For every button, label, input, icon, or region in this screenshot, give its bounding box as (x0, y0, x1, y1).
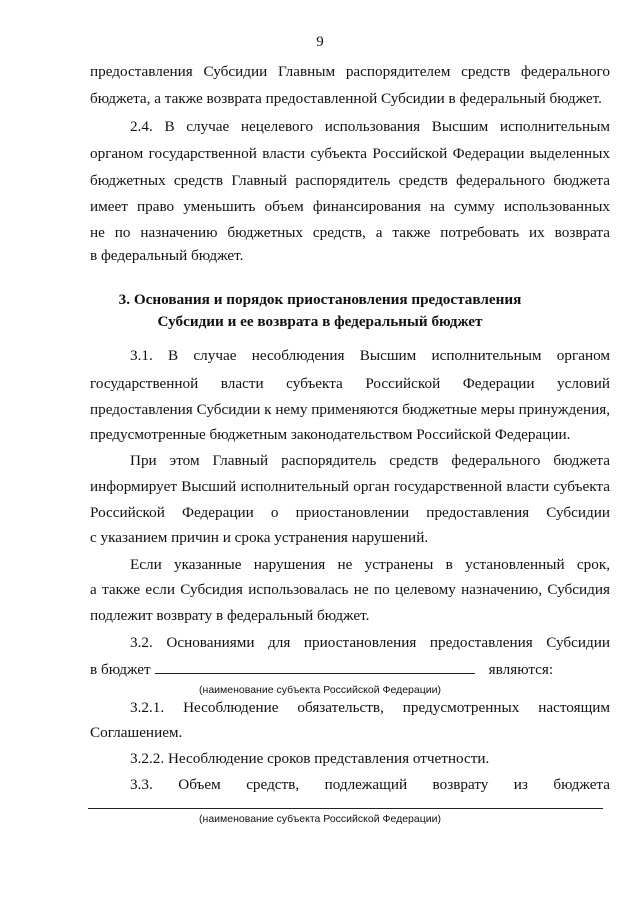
budget-label: в бюджет (90, 661, 151, 678)
paragraph-line: органом государственной власти субъекта Российской Федерации выделенных (90, 145, 610, 162)
paragraph-line: подлежит возврату в федеральный бюджет. (90, 607, 370, 624)
paragraph-line: с указанием причин и срока устранения нарушений. (90, 529, 429, 546)
paragraph-line: 3.2. Основаниями для приостановления предоставления Субсидии (130, 634, 610, 651)
paragraph-line: в федеральный бюджет. (90, 247, 244, 264)
paragraph-line: 2.4. В случае нецелевого использования Высшим исполнительным (130, 118, 610, 135)
paragraph-line: не по назначению бюджетных средств, а также потребовать их возврата (90, 224, 610, 241)
paragraph-line: Соглашением. (90, 724, 183, 741)
paragraph-line: а также если Субсидия использовалась не по целевому назначению, Субсидия (90, 581, 610, 598)
page-number: 9 (316, 34, 324, 50)
section-heading: Субсидии и ее возврата в федеральный бюджет (157, 313, 483, 330)
paragraph-line: 3.2.2. Несоблюдение сроков представления отчетности. (130, 750, 490, 767)
paragraph-line: имеет право уменьшить объем финансирования на сумму использованных (90, 198, 610, 215)
paragraph-line: Если указанные нарушения не устранены в установленный срок, (130, 556, 610, 573)
paragraph-line: бюджетных средств Главный распорядитель средств федерального бюджета (90, 172, 610, 189)
subject-name-line (88, 808, 603, 809)
paragraph-line: предоставления Субсидии к нему применяются бюджетные меры принуждения, (90, 401, 610, 418)
are-label: являются: (488, 661, 554, 678)
paragraph-line: предусмотренные бюджетным законодательством Российской Федерации. (90, 426, 571, 443)
paragraph-line: При этом Главный распорядитель средств федерального бюджета (130, 452, 610, 469)
field-caption: (наименование субъекта Российской Федерации) (199, 813, 441, 825)
paragraph-line: 3.2.1. Несоблюдение обязательств, предусмотренных настоящим (130, 699, 610, 716)
paragraph-line: 3.1. В случае несоблюдения Высшим исполнительным органом (130, 347, 610, 364)
field-caption: (наименование субъекта Российской Федерации) (199, 684, 441, 696)
paragraph-line: бюджета, а также возврата предоставленной Субсидии в федеральный бюджет. (90, 90, 602, 107)
section-heading: 3. Основания и порядок приостановления предоставления (118, 291, 522, 308)
paragraph-line: Российской Федерации о приостановлении предоставления Субсидии (90, 504, 610, 521)
paragraph-line: информирует Высший исполнительный орган государственной власти субъекта (90, 478, 610, 495)
paragraph-line: предоставления Субсидии Главным распорядителем средств федерального (90, 63, 610, 80)
paragraph-line: государственной власти субъекта Российской Федерации условий (90, 375, 610, 392)
paragraph-line (90, 659, 610, 679)
paragraph-line: 3.3. Объем средств, подлежащий возврату из бюджета (130, 776, 610, 793)
subject-name-blank (155, 659, 475, 674)
